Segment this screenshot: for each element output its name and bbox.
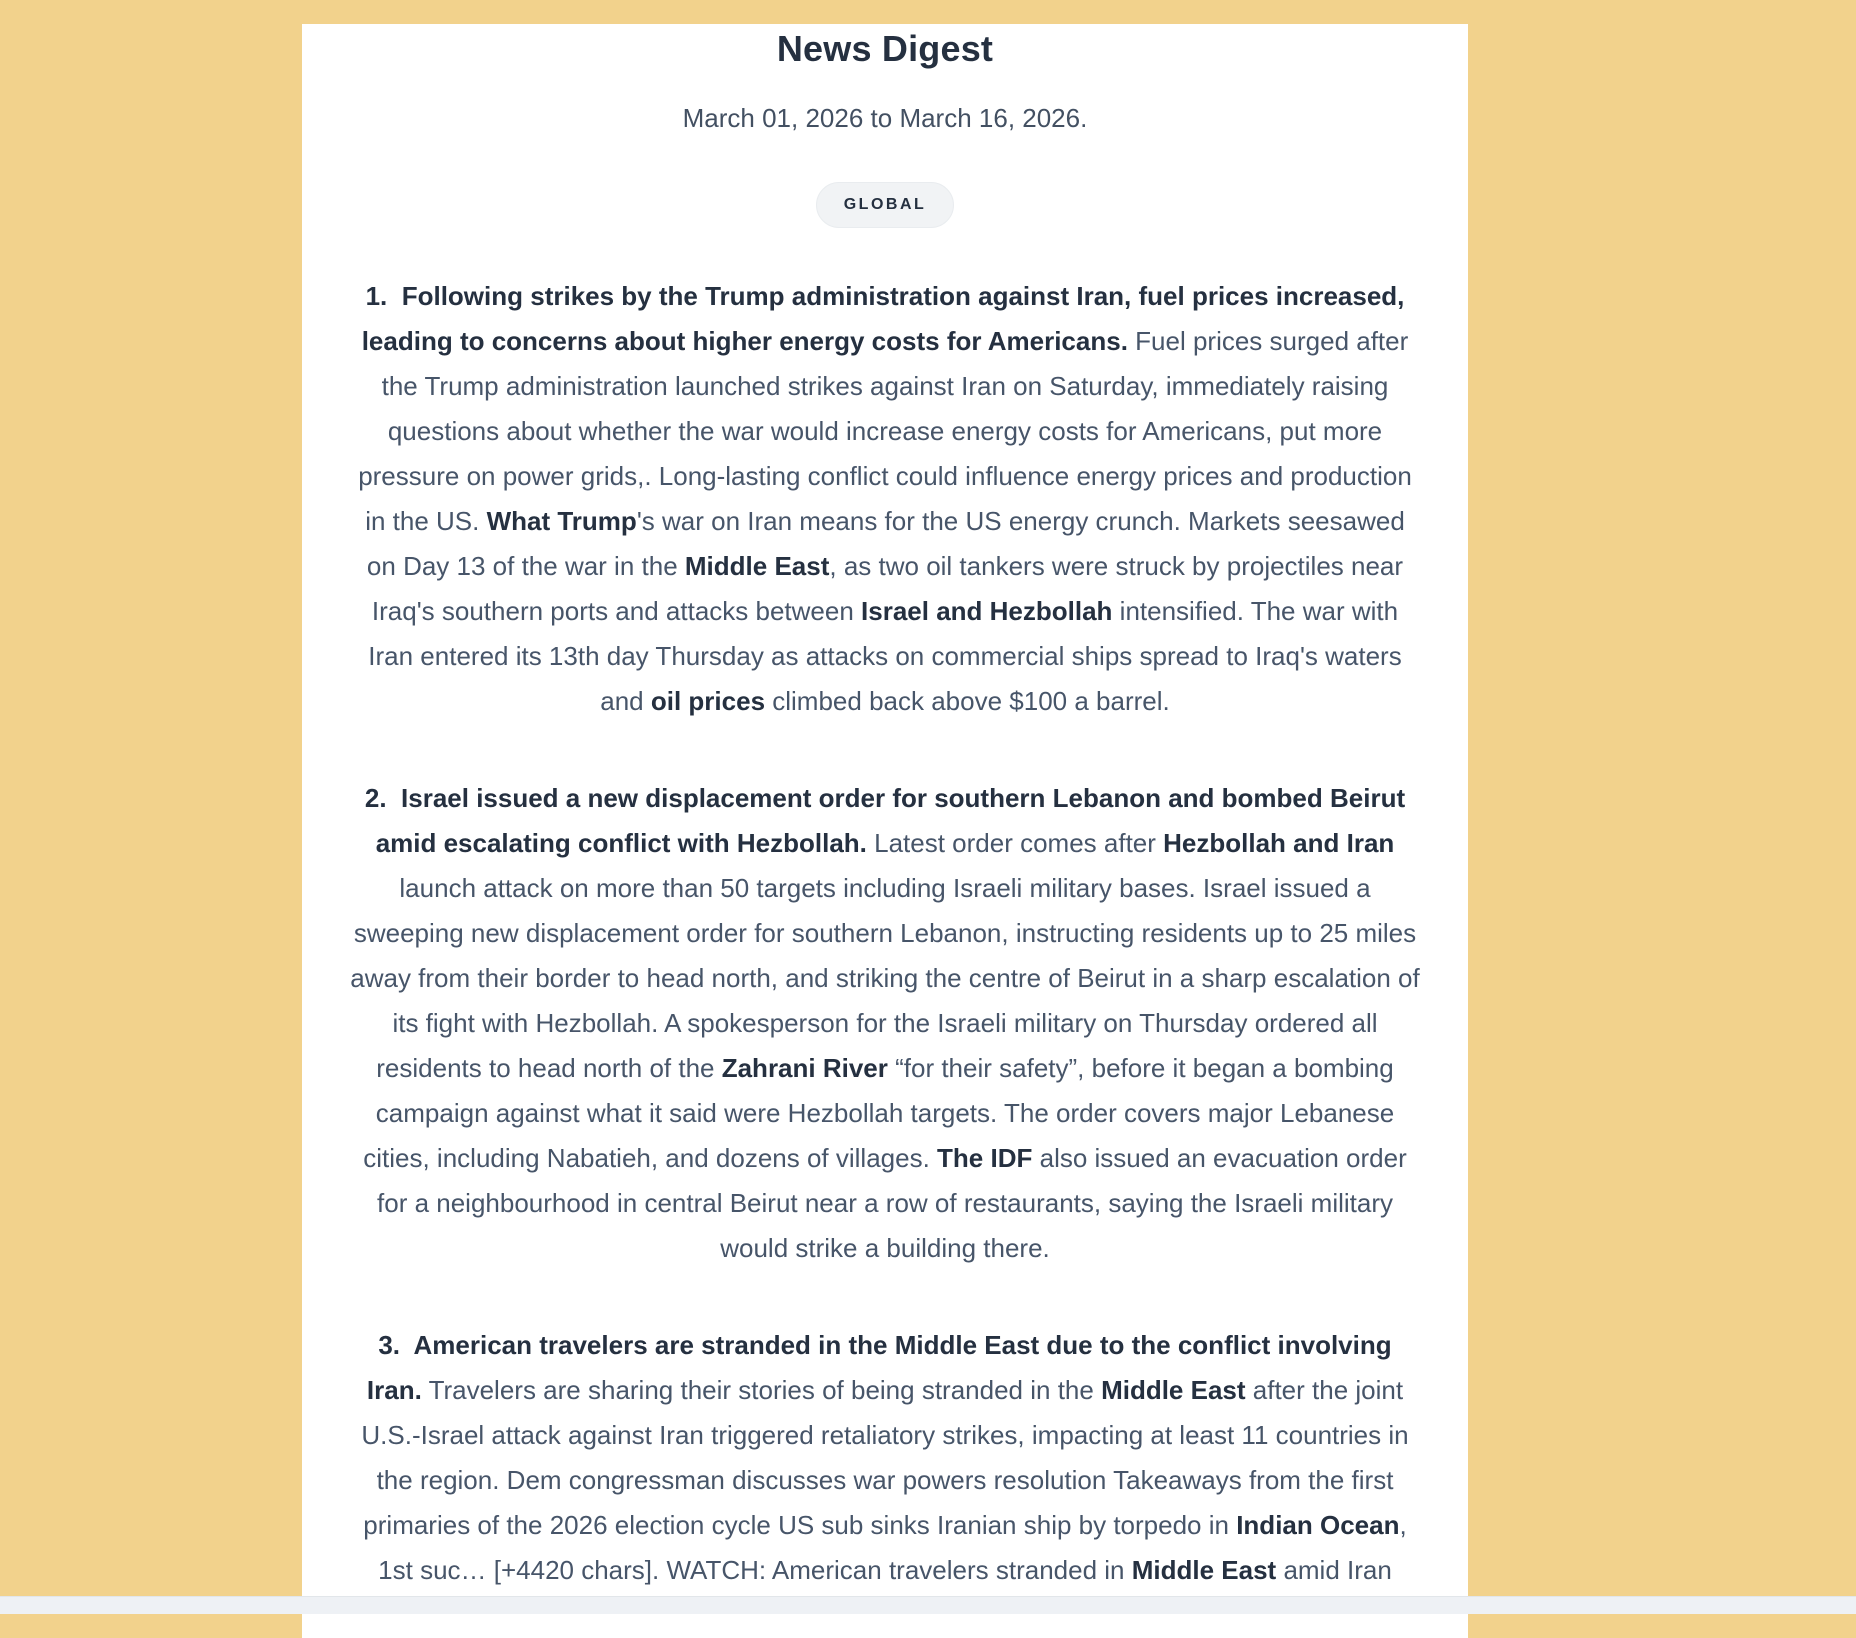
category-badge: GLOBAL xyxy=(816,182,955,228)
page-title: News Digest xyxy=(350,24,1420,74)
news-item-1: 1. Following strikes by the Trump administration against Iran, fuel prices increased, leading to concerns about higher energy costs for Americans. Fuel prices surged after the Trump administration launched strikes against Iran on Saturday, immediately raising questions about whether the war would increase energy costs for Americans, put more pressure on power grids,. Long-lasting conflict could influence energy prices and production in the US. What Trump's war on Iran means for the US energy crunch. Markets seesawed on Day 13 of the war in the Middle East, as two oil tankers were struck by projectiles near Iraq's southern ports and attacks between Israel and Hezbollah intensified. The war with Iran entered its 13th day Thursday as attacks on commercial ships spread to Iraq's waters and oil prices climbed back above $100 a barrel. xyxy=(350,274,1420,724)
window-bottom-bar xyxy=(0,1596,1856,1614)
news-digest-document xyxy=(302,24,1468,1638)
news-item-3: 3. American travelers are stranded in the Middle East due to the conflict involving Iran. Travelers are sharing their stories of being stranded in the Middle East after the joint U.S.-Israel attack against Iran triggered retaliatory strikes, impacting at least 11 countries in the region. Dem congressman discusses war powers resolution Takeaways from the first primaries of the 2026 election cycle US sub sinks Iranian ship by torpedo in Indian Ocean, 1st suc… [+4420 chars]. WATCH: American travelers stranded in Middle East amid Iran xyxy=(350,1323,1420,1593)
articles-section xyxy=(350,274,1420,1593)
page-background xyxy=(0,24,1856,1638)
news-item-2: 2. Israel issued a new displacement order for southern Lebanon and bombed Beirut amid escalating conflict with Hezbollah. Latest order comes after Hezbollah and Iran launch attack on more than 50 targets including Israeli military bases. Israel issued a sweeping new displacement order for southern Lebanon, instructing residents up to 25 miles away from their border to head north, and striking the centre of Beirut in a sharp escalation of its fight with Hezbollah. A spokesperson for the Israeli military on Thursday ordered all residents to head north of the Zahrani River “for their safety”, before it began a bombing campaign against what it said were Hezbollah targets. The order covers major Lebanese cities, including Nabatieh, and dozens of villages. The IDF also issued an evacuation order for a neighbourhood in central Beirut near a row of restaurants, saying the Israeli military would strike a building there. xyxy=(350,776,1420,1271)
badge-row xyxy=(350,182,1420,228)
date-range: March 01, 2026 to March 16, 2026. xyxy=(350,100,1420,136)
